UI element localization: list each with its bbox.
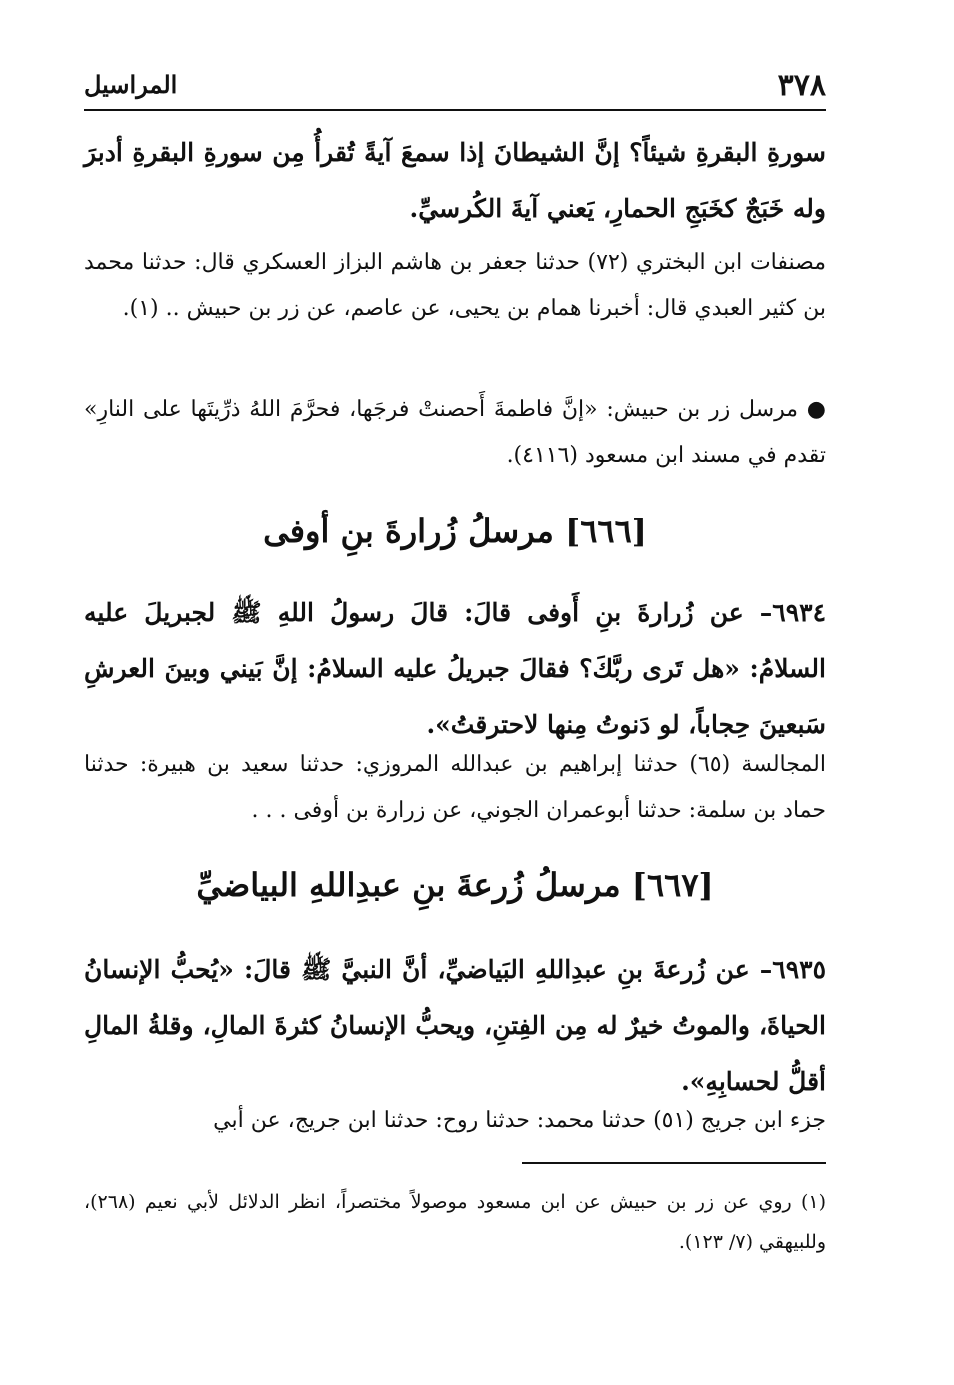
source-citation-paragraph: المجالسة (٦٥) حدثنا إبراهيم بن عبدالله المروزي: حدثنا سعيد بن هبيرة: حدثنا حماد بن سلمة: حدثنا أبوعمران الجوني، عن زرارة بن أوفى . . . xyxy=(84,752,826,823)
page-number: ٣٧٨ xyxy=(777,68,826,103)
header-rule xyxy=(84,109,826,111)
running-head xyxy=(84,64,826,104)
cross-reference-paragraph: ● مرسل زر بن حبيش: «إنَّ فاطمةَ أَحصنتْ فرجَها، فحرَّمَ اللهُ ذرِّيتَها على النارِ» تقدم في مسند ابن مسعود (٤١١٦). xyxy=(84,397,826,468)
hadith-6935: ٦٩٣٥– عن زُرعةَ بنِ عبدِاللهِ البَياضيِّ، أنَّ النبيَّ ﷺ قالَ: «يُحبُّ الإنسانُ الحياةَ، والموتُ خيرٌ له مِن الفِتنِ، ويحبُّ الإنسانُ كثرةَ المالِ، وقلةُ المالِ أقلُّ لحسابِهِ». xyxy=(84,955,826,1096)
footnote-rule xyxy=(522,1162,826,1164)
source-citation-paragraph: جزء ابن جريج (٥١) حدثنا محمد: حدثنا روح: حدثنا ابن جريج، عن أبي xyxy=(213,1108,826,1133)
source-citation-paragraph: مصنفات ابن البختري (٧٢) حدثنا جعفر بن هاشم البزاز العسكري قال: حدثنا محمد بن كثير العبدي قال: أخبرنا همام بن يحيى، عن عاصم، عن زر بن حبيش .. (١). xyxy=(84,250,826,321)
section-heading-666: [٦٦٦] مرسلُ زُرارةَ بنِ أوفى xyxy=(263,512,647,550)
book-title: المراسيل xyxy=(84,70,178,99)
footnote: (١) روي عن زر بن حبيش عن ابن مسعود موصولاً مختصراً، انظر الدلائل لأبي نعيم (٢٦٨)، وللبيهقي (٧/ ١٢٣). xyxy=(84,1191,826,1253)
hadith-continuation: سورةِ البقرةِ شيئاً؟ إنَّ الشيطانَ إذا سمعَ آيةً تُقرأُ مِن سورةِ البقرةِ أدبرَ وله خَبَجٌ كخَبَجِ الحمارِ، يَعني آيةَ الكُرسيِّ. xyxy=(84,138,826,223)
section-heading-667: [٦٦٧] مرسلُ زُرعةَ بنِ عبدِاللهِ البياضيِّ xyxy=(196,866,714,904)
hadith-6934: ٦٩٣٤– عن زُرارةَ بنِ أَوفى قالَ: قالَ رسولُ اللهِ ﷺ لجبريلَ عليه السلامُ: «هل تَرى ربَّكَ؟ فقالَ جبريلُ عليه السلامُ: إنَّ بَيني وبينَ العرشِ سَبعينَ حِجاباً، لو دَنوتُ مِنها لاحترقتُ». xyxy=(84,598,826,739)
